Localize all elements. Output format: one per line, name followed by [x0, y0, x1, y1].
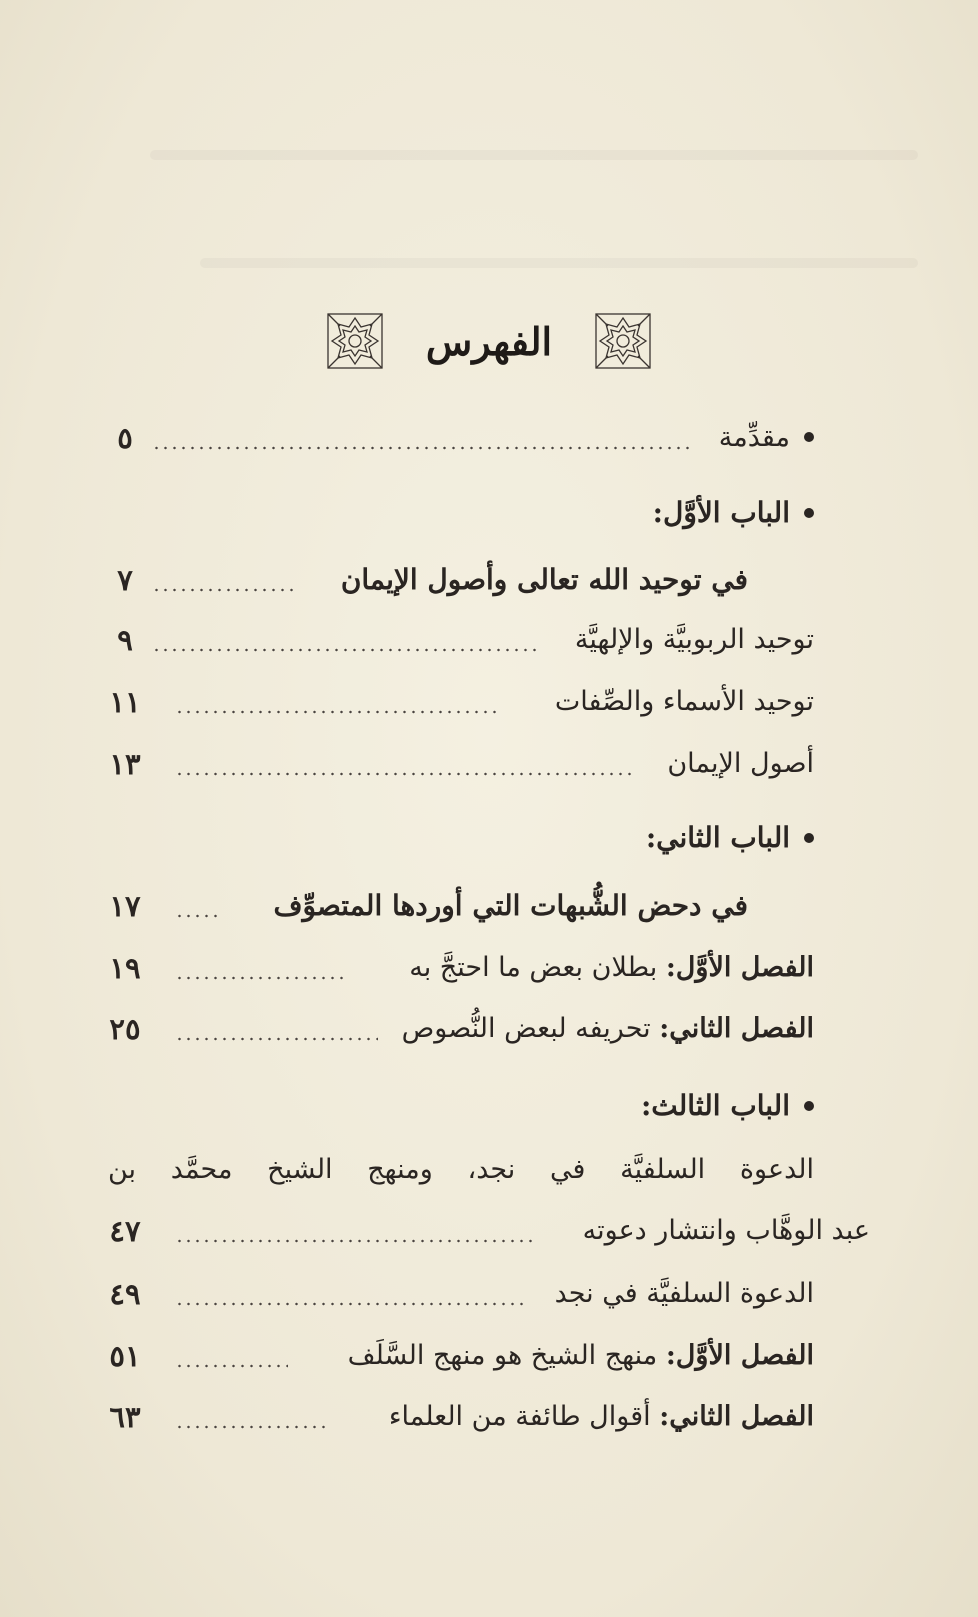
toc-page-number: ٥ — [117, 421, 133, 455]
toc-entry-label: في توحيد الله تعالى وأصول الإيمان — [340, 563, 748, 596]
section-heading-label: الباب الثالث: — [640, 1089, 790, 1122]
toc-entry[interactable] — [0, 1001, 978, 1057]
bullet-icon — [804, 833, 814, 843]
toc-entry[interactable] — [0, 674, 978, 730]
toc-entry-label: الدعوة السلفيَّة في نجد، ومنهج الشيخ محمَّد بن — [108, 1154, 814, 1185]
bullet-icon — [804, 1101, 814, 1111]
bleed-through-line — [150, 150, 918, 160]
toc-page-number: ١٩ — [109, 951, 141, 985]
chapter-prefix: الفصل الثاني: — [659, 1401, 814, 1432]
page-title: الفهرس — [425, 318, 553, 364]
toc-entry-label: الفصل الأوَّل: منهج الشيخ هو منهج السَّلَف — [347, 1340, 814, 1371]
dot-leader — [152, 588, 298, 592]
toc-page-number: ٥١ — [109, 1339, 141, 1373]
chapter-prefix: الفصل الأوَّل: — [665, 1340, 814, 1371]
dot-leader — [175, 772, 633, 776]
toc-entry-label: الدعوة السلفيَّة في نجد — [554, 1278, 814, 1309]
toc-page-number: ١٧ — [109, 889, 141, 923]
dot-leader — [152, 648, 538, 652]
chapter-prefix: الفصل الأوَّل: — [665, 952, 814, 983]
section-heading-label: الباب الأوَّل: — [652, 496, 790, 529]
toc-entry-label: الفصل الثاني: أقوال طائفة من العلماء — [388, 1401, 814, 1432]
toc-entry[interactable] — [0, 1389, 978, 1445]
toc-entry[interactable] — [0, 940, 978, 996]
toc-page-number: ١١ — [109, 685, 141, 719]
toc-page-number: ٧ — [117, 563, 133, 597]
toc-page-number: ٤٩ — [109, 1277, 141, 1311]
toc-entry[interactable] — [0, 736, 978, 792]
toc-entry-label: أصول الإيمان — [667, 748, 814, 779]
dot-leader — [175, 1302, 523, 1306]
toc-page-number: ١٣ — [109, 747, 141, 781]
toc-entry[interactable] — [0, 1203, 978, 1259]
toc-entry-label: مقدِّمة — [719, 410, 814, 466]
toc-page-number: ٦٣ — [109, 1400, 141, 1434]
toc-section-heading — [0, 485, 978, 541]
toc-section-heading — [0, 1078, 978, 1134]
toc-entry-label: في دحض الشُّبهات التي أوردها المتصوِّف — [273, 889, 748, 922]
ornament-icon — [326, 312, 384, 370]
toc-page-number: ٤٧ — [109, 1214, 141, 1248]
dot-leader — [175, 710, 498, 714]
toc-entry[interactable] — [0, 1266, 978, 1322]
toc-entry-label: الفصل الأوَّل: بطلان بعض ما احتجَّ به — [409, 952, 814, 983]
toc-entry-label: عبد الوهَّاب وانتشار دعوته — [582, 1215, 870, 1246]
toc-section-heading — [0, 810, 978, 866]
dot-leader — [152, 446, 693, 450]
toc-entry[interactable] — [0, 1328, 978, 1384]
toc-entry[interactable] — [0, 612, 978, 668]
bullet-icon — [804, 508, 814, 518]
toc-page-number: ٢٥ — [109, 1012, 141, 1046]
dot-leader — [175, 1239, 533, 1243]
dot-leader — [175, 914, 223, 918]
dot-leader — [175, 1425, 330, 1429]
toc-entry-label: الفصل الثاني: تحريفه لبعض النُّصوص — [401, 1013, 814, 1044]
title-row — [0, 312, 978, 370]
chapter-prefix: الفصل الثاني: — [659, 1013, 814, 1044]
toc-page-number: ٩ — [117, 623, 133, 657]
dot-leader — [175, 1364, 288, 1368]
toc-entry-label: توحيد الأسماء والصِّفات — [554, 686, 814, 717]
bleed-through-line — [200, 258, 918, 268]
toc-entry-label: توحيد الربوبيَّة والإلهيَّة — [574, 624, 814, 655]
toc-entry-line[interactable] — [0, 1142, 978, 1198]
section-heading-label: الباب الثاني: — [645, 821, 790, 854]
toc-entry[interactable] — [0, 410, 978, 466]
toc-entry[interactable] — [0, 878, 978, 934]
dot-leader — [175, 1037, 378, 1041]
dot-leader — [175, 976, 348, 980]
ornament-icon — [594, 312, 652, 370]
bullet-icon — [804, 432, 814, 442]
toc-entry[interactable] — [0, 552, 978, 608]
